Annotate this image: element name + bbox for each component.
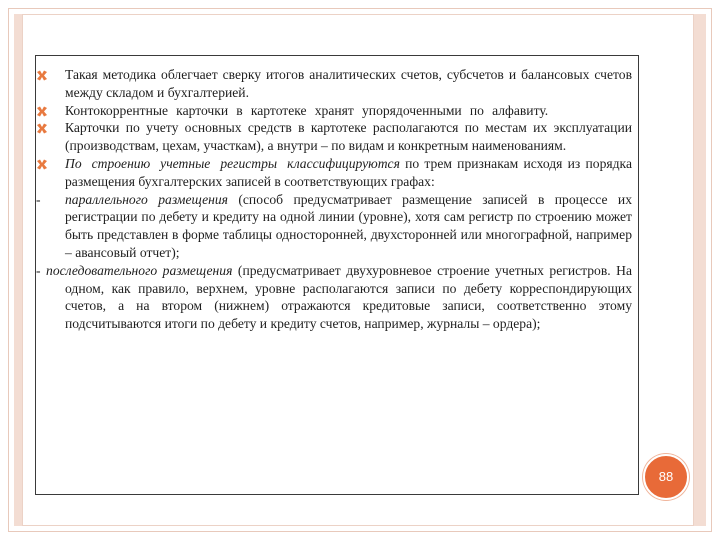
bullet-item-3 — [36, 119, 632, 155]
bullet-item-4 — [36, 155, 632, 191]
x-bullet-icon — [36, 106, 48, 117]
left-frame-band — [14, 14, 22, 526]
dash-marker: - — [36, 262, 47, 278]
bullet-item-2 — [36, 102, 632, 120]
dash-item-text: (способ предусматривает размещение записей в процессе их регистрации по дебету и кредиту на одной линии (уровне), хотя сам регистр по строению может быть представлен в форме таблицы односторонней, двухсторонней или многографной, например – авансовый отчет); — [65, 191, 632, 260]
dash-item-1 — [36, 191, 632, 262]
dash-item-2 — [36, 262, 632, 333]
dash-marker: - — [36, 191, 41, 207]
x-bullet-icon — [36, 159, 48, 170]
bullet-item-1 — [36, 66, 632, 102]
bullet-item-lead: По строению учетные регистры классифицируются — [65, 155, 400, 171]
dash-item-text: (предусматривает двухуровневое строение учетных регистров. На одном, как правило, верхнем, уровне располагаются записи по дебету корреспондирующих счетов, а на втором (нижнем) отражаются кредитовые записи, соответственно этому подсчитываются итоги по дебету и кредиту счетов, например, журналы – ордера); — [65, 262, 632, 332]
dash-item-lead: последовательного размещения — [46, 262, 233, 278]
bullet-item-text: Карточки по учету основных средств в картотеке располагаются по местам их эксплуатации (производствам, цехам, участкам), а внутри – по видам и конкретным наименованиям. — [65, 120, 632, 154]
bullet-item-text: по трем признакам исходя из порядка размещения бухгалтерских записей в соответствующих графах: — [65, 155, 632, 189]
x-bullet-icon — [36, 70, 48, 81]
dash-item-lead: параллельного размещения — [65, 191, 228, 207]
x-bullet-icon — [36, 123, 48, 134]
page-number-badge: 88 — [643, 454, 689, 500]
bullet-item-text: Контокоррентные карточки в картотеке хранят упорядоченными по алфавиту. — [65, 102, 549, 118]
right-frame-band — [694, 14, 706, 526]
bullet-item-text: Такая методика облегчает сверку итогов аналитических счетов, субсчетов и балансовых счетов между складом и бухгалтерией. — [65, 67, 632, 100]
slide-text — [36, 66, 632, 333]
